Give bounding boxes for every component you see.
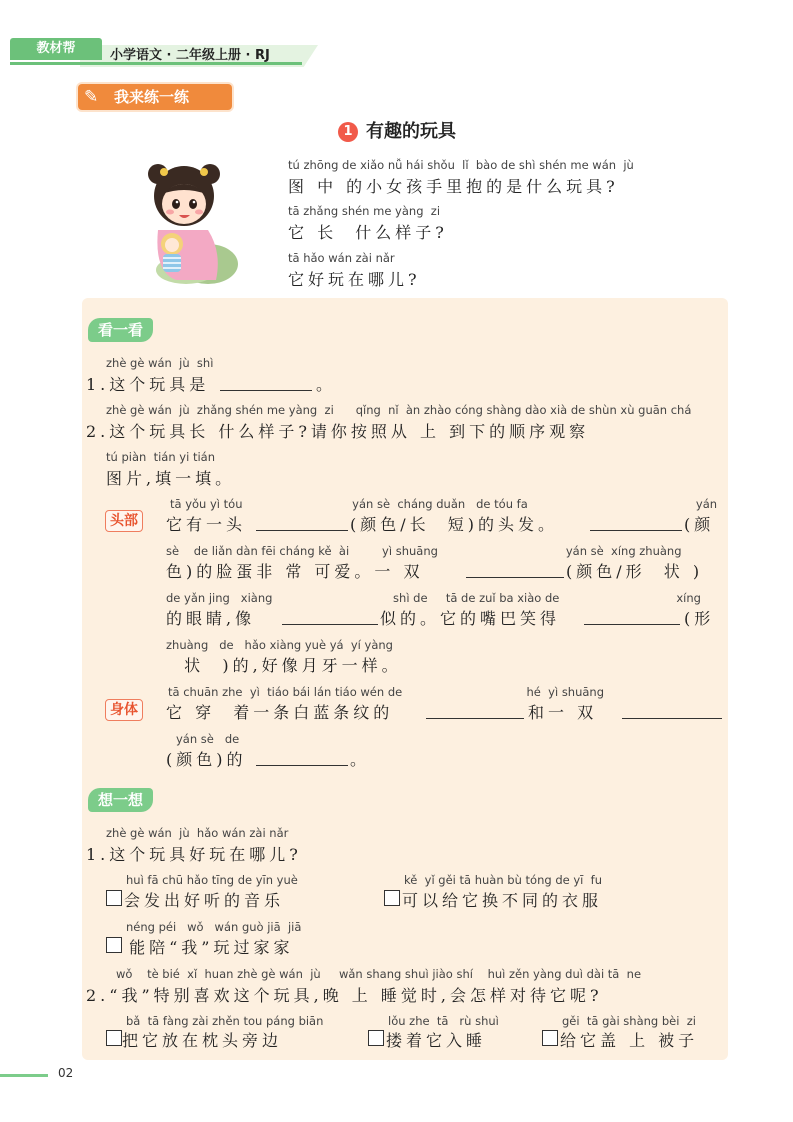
think-q2-pinyin: wǒ tè bié xǐ huan zhè gè wán jù wǎn shang shuì jiào shí huì zěn yàng duì dài tā ne (116, 967, 642, 981)
opt1-c-text: 能陪“我”玩过家家 (120, 938, 294, 957)
practice-label: 我来练一练 (114, 88, 190, 106)
answer-blank[interactable] (584, 624, 680, 625)
book-title: 小学语文 · 二年级上册 · RJ (110, 48, 270, 63)
head-l1-pinyin: tā yǒu yì tóu yán sè cháng duǎn de tóu fa yán (170, 497, 718, 511)
body-label: 身体 (105, 699, 143, 721)
opt1-a-pinyin: huì fā chū hǎo tīng de yīn yuè (126, 873, 298, 887)
page-number: 02 (58, 1066, 74, 1080)
look-q1-pinyin: zhè gè wán jù shì (106, 356, 214, 370)
answer-blank[interactable] (426, 718, 524, 719)
look-q2-pinyin: zhè gè wán jù zhǎng shén me yàng zi qǐng nǐ àn zhào cóng shàng dào xià de shùn xù guān chá (106, 403, 692, 417)
body-l1-pinyin: tā chuān zhe yì tiáo bái lán tiáo wén de hé yì shuāng (168, 685, 605, 699)
look-q1-end: 。 (316, 375, 337, 394)
answer-blank[interactable] (590, 530, 682, 531)
head-l2-a: 色)的脸蛋非 常 可爱。一 双 (166, 562, 424, 581)
intro-2-text: 它 长 什么样子? (288, 223, 448, 242)
body-l2-end: 。 (350, 750, 371, 769)
answer-blank[interactable] (466, 577, 564, 578)
intro-3-pinyin: tā hǎo wán zài nǎr (288, 251, 395, 265)
section-number: 1 (338, 122, 358, 142)
opt2-c-text: 给它盖 上 被子 (560, 1031, 699, 1050)
opt1-b-text: 可以给它换不同的衣服 (402, 891, 603, 910)
intro-3-text: 它好玩在哪儿? (288, 270, 421, 289)
body-l2-pinyin: yán sè de (176, 732, 240, 746)
opt2-a-pinyin: bǎ tā fàng zài zhěn tou páng biān (126, 1014, 324, 1028)
opt2-b-text: 搂着它入睡 (386, 1031, 487, 1050)
look-q2-text-2: 图片,填一填。 (106, 469, 236, 488)
answer-blank[interactable] (256, 530, 348, 531)
opt2-b-checkbox[interactable] (368, 1030, 384, 1046)
head-l3-a: 的眼睛,像 (166, 609, 256, 628)
brand-tab: 教材帮 (10, 38, 102, 60)
head-l3-b: 似的。它的嘴巴笑得 (380, 609, 561, 628)
think-tag: 想一想 (88, 788, 153, 812)
opt1-c-pinyin: néng péi wǒ wán guò jiā jiā (126, 920, 302, 934)
intro-2-pinyin: tā zhǎng shén me yàng zi (288, 204, 441, 218)
head-l2-pinyin: sè de liǎn dàn fēi cháng kě ài yì shuāng yán sè xíng zhuàng (166, 544, 682, 558)
head-l3-pinyin: de yǎn jing xiàng shì de tā de zuǐ ba xiào de xíng (166, 591, 701, 605)
girl-with-doll-illustration (136, 152, 240, 290)
answer-blank[interactable] (282, 624, 378, 625)
body-l1-b: 和一 双 (528, 703, 598, 722)
answer-blank[interactable] (220, 390, 312, 391)
head-l1-b: (颜色/长 短)的头发。 (350, 515, 559, 534)
page-marker-line (0, 1074, 48, 1077)
look-q1-text: 1.这个玩具是 (86, 375, 210, 394)
pencil-icon: ✎ (84, 87, 99, 107)
opt2-c-pinyin: gěi tā gài shàng bèi zi (562, 1014, 696, 1028)
opt1-b-checkbox[interactable] (384, 890, 400, 906)
intro-1-text: 图 中 的小女孩手里抱的是什么玩具? (288, 177, 619, 196)
opt1-a-checkbox[interactable] (106, 890, 122, 906)
look-q2-pinyin-2: tú piàn tián yi tián (106, 450, 215, 464)
intro-1-pinyin: tú zhōng de xiǎo nǚ hái shǒu lǐ bào de shì shén me wán jù (288, 158, 634, 172)
opt2-b-pinyin: lǒu zhe tā rù shuì (388, 1014, 499, 1028)
look-tag: 看一看 (88, 318, 153, 342)
think-q1-text: 1.这个玩具好玩在哪儿? (86, 845, 302, 864)
think-q1-pinyin: zhè gè wán jù hǎo wán zài nǎr (106, 826, 289, 840)
head-l4-text: 状 )的,好像月牙一样。 (166, 656, 402, 675)
look-q2-text: 2.这个玩具长 什么样子?请你按照从 上 到下的顺序观察 (86, 422, 590, 441)
body-l2-text: (颜色)的 (166, 750, 247, 769)
head-l1-a: 它有一头 (166, 515, 247, 534)
opt2-a-checkbox[interactable] (106, 1030, 122, 1046)
opt2-c-checkbox[interactable] (542, 1030, 558, 1046)
answer-blank[interactable] (622, 718, 722, 719)
head-l4-pinyin: zhuàng de hǎo xiàng yuè yá yí yàng (166, 638, 393, 652)
head-l3-c: (形 (684, 609, 715, 628)
head-label: 头部 (105, 510, 143, 532)
opt2-a-text: 把它放在枕头旁边 (122, 1031, 283, 1050)
body-l1-a: 它 穿 着一条白蓝条纹的 (166, 703, 394, 722)
head-l1-c: (颜 (684, 515, 715, 534)
think-q2-text: 2.“我”特别喜欢这个玩具,晚 上 睡觉时,会怎样对待它呢? (86, 986, 603, 1005)
opt1-b-pinyin: kě yǐ gěi tā huàn bù tóng de yī fu (404, 873, 603, 887)
answer-blank[interactable] (256, 765, 348, 766)
section-title: 有趣的玩具 (366, 121, 456, 142)
head-l2-b: (颜色/形 状 ) (566, 562, 704, 581)
opt1-a-text: 会发出好听的音乐 (124, 891, 285, 910)
